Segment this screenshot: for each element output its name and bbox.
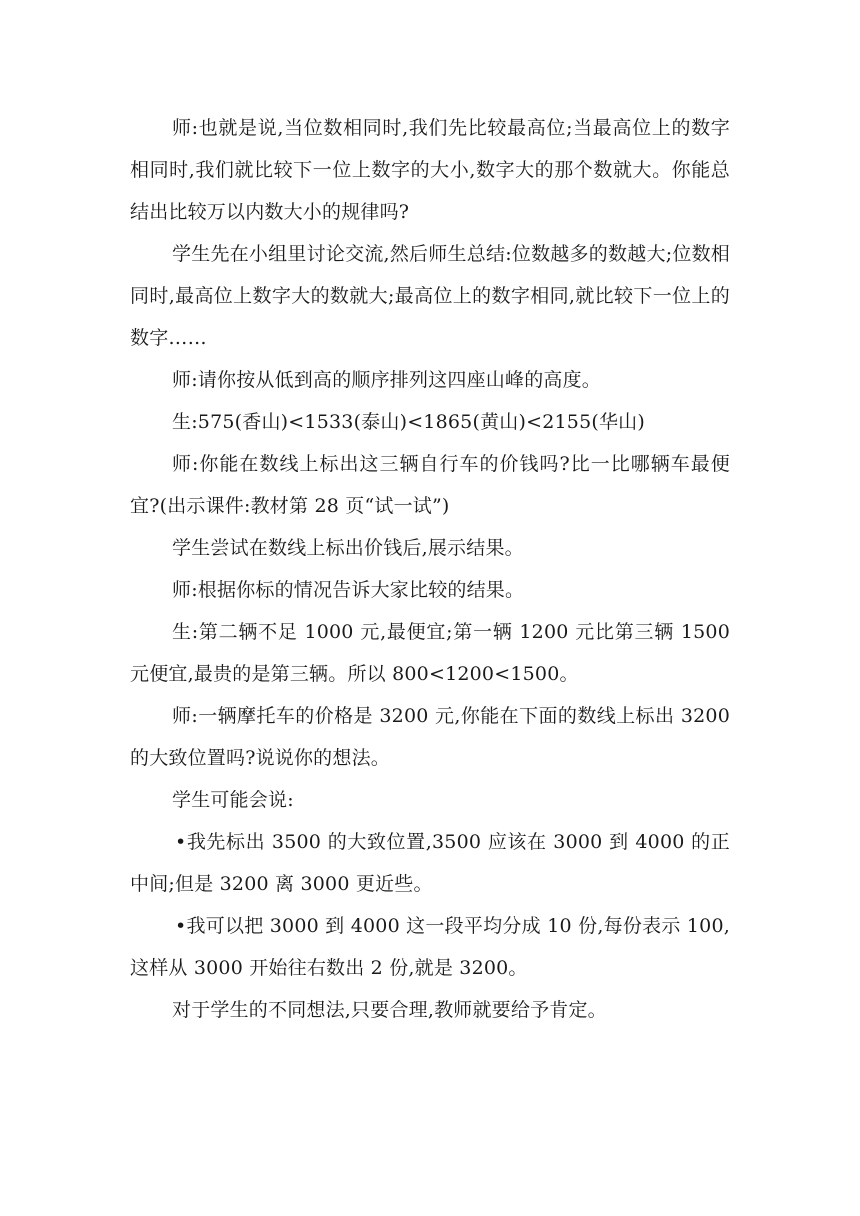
- paragraph-teacher-motorcycle: 师:一辆摩托车的价格是 3200 元,你能在下面的数线上标出 3200 的大致位置吗?说说你的想法。: [130, 705, 730, 769]
- paragraph-teacher-results: 师:根据你标的情况告诉大家比较的结果。: [172, 579, 525, 601]
- bullet-item-3500: •我先标出 3500 的大致位置,3500 应该在 3000 到 4000 的正中间;但是 3200 离 3000 更近些。: [130, 831, 730, 895]
- paragraph-student-mountains-order: 生:575(香山)<1533(泰山)<1865(黄山)<2155(华山): [172, 411, 645, 433]
- bullet-item-ten-parts: •我可以把 3000 到 4000 这一段平均分成 10 份,每份表示 100,这样从 3000 开始往右数出 2 份,就是 3200。: [130, 915, 730, 979]
- paragraph-teacher-summary-question: 师:也就是说,当位数相同时,我们先比较最高位;当最高位上的数字相同时,我们就比较下一位上数字的大小,数字大的那个数就大。你能总结出比较万以内数大小的规律吗?: [130, 117, 730, 223]
- paragraph-teacher-bicycles: 师:你能在数线上标出这三辆自行车的价钱吗?比一比哪辆车最便宜?(出示课件:教材第 28 页“试一试”): [130, 453, 730, 517]
- paragraph-teacher-affirmation: 对于学生的不同想法,只要合理,教师就要给予肯定。: [172, 999, 607, 1021]
- document-page: [130, 107, 730, 1031]
- paragraph-student-discussion: 学生先在小组里讨论交流,然后师生总结:位数越多的数越大;位数相同时,最高位上数字大的数就大;最高位上的数字相同,就比较下一位上的数字……: [130, 243, 730, 349]
- paragraph-student-bicycle-comparison: 生:第二辆不足 1000 元,最便宜;第一辆 1200 元比第三辆 1500 元便宜,最贵的是第三辆。所以 800<1200<1500。: [130, 621, 730, 685]
- paragraph-teacher-mountains: 师:请你按从低到高的顺序排列这四座山峰的高度。: [172, 369, 602, 391]
- paragraph-student-try: 学生尝试在数线上标出价钱后,展示结果。: [172, 537, 524, 559]
- paragraph-students-may-say: 学生可能会说:: [172, 789, 294, 811]
